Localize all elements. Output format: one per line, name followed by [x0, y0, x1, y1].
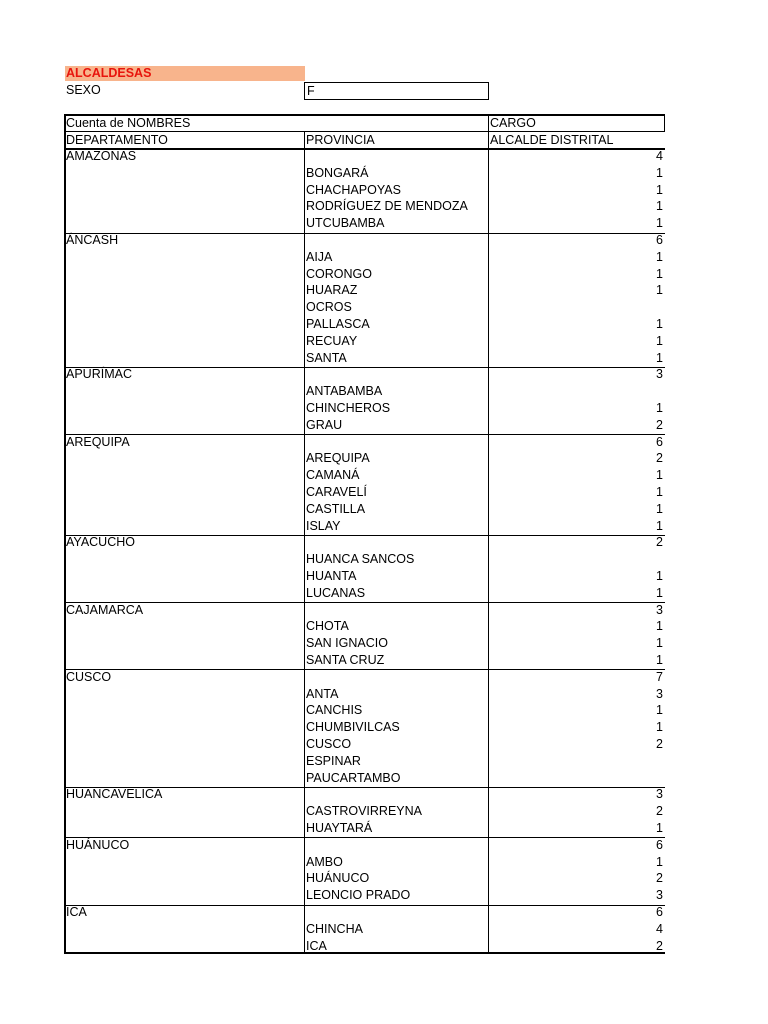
- province-name: CARAVELÍ: [306, 485, 367, 499]
- department-name: ICA: [66, 905, 87, 919]
- department-count: 6: [656, 837, 663, 852]
- province-count: 3: [656, 686, 663, 701]
- province-count: 2: [656, 737, 663, 751]
- province-count: 1: [656, 619, 663, 634]
- province-count: 1: [656, 821, 663, 835]
- province-name: LEONCIO PRADO: [306, 888, 411, 903]
- province-name: CHACHAPOYAS: [306, 182, 401, 197]
- province-count: 1: [656, 182, 663, 197]
- department-name: HUANCAVELICA: [66, 787, 163, 802]
- province-count: 1: [656, 569, 663, 583]
- province-count: 2: [656, 938, 663, 953]
- pivot-row-field-departamento[interactable]: DEPARTAMENTO: [66, 133, 168, 147]
- province-name: AIJA: [306, 249, 333, 264]
- province-count: 1: [656, 401, 663, 415]
- province-name: HUANTA: [306, 569, 357, 583]
- province-name: AREQUIPA: [306, 451, 370, 466]
- province-name: CUSCO: [306, 737, 352, 751]
- pivot-row-field-provincia[interactable]: PROVINCIA: [306, 133, 375, 147]
- department-name: APURÍMAC: [66, 367, 132, 382]
- province-name: ANTABAMBA: [306, 384, 383, 399]
- province-count: 1: [656, 653, 663, 667]
- province-count: 1: [656, 317, 663, 331]
- province-name: RODRÍGUEZ DE MENDOZA: [306, 199, 468, 214]
- province-count: 1: [656, 518, 663, 533]
- province-count: 2: [656, 804, 663, 819]
- provincia-column-divider: [304, 149, 305, 952]
- values-column-divider: [488, 149, 489, 952]
- province-name: HUANCA SANCOS: [306, 552, 415, 567]
- department-count: 3: [656, 602, 663, 617]
- header-divider: [64, 131, 665, 132]
- province-name: CORONGO: [306, 266, 372, 281]
- department-count: 3: [656, 367, 663, 382]
- province-count: 1: [656, 501, 663, 516]
- province-count: 1: [656, 703, 663, 718]
- department-name: ÁNCASH: [66, 233, 119, 247]
- province-count: 1: [656, 636, 663, 651]
- pivot-column-value: ALCALDE DISTRITAL: [490, 133, 614, 147]
- province-name: CHUMBIVILCAS: [306, 720, 400, 735]
- department-name: AREQUIPA: [66, 434, 130, 449]
- filter-value-dropdown[interactable]: F: [304, 82, 489, 100]
- province-count: 1: [656, 468, 663, 483]
- province-name: HUAYTARÁ: [306, 821, 373, 835]
- department-count: 7: [656, 669, 663, 684]
- province-name: ISLAY: [306, 518, 341, 533]
- filter-label: SEXO: [66, 83, 101, 97]
- province-name: CHINCHEROS: [306, 401, 391, 415]
- province-count: 1: [656, 249, 663, 264]
- province-count: 1: [656, 350, 663, 365]
- province-name: UTCUBAMBA: [306, 216, 385, 231]
- province-name: HUÁNUCO: [306, 871, 370, 886]
- province-name: RECUAY: [306, 333, 358, 348]
- province-count: 1: [656, 333, 663, 348]
- province-name: SAN IGNACIO: [306, 636, 388, 651]
- department-count: 2: [656, 535, 663, 550]
- province-name: CANCHIS: [306, 703, 363, 718]
- department-name: HUÁNUCO: [66, 837, 130, 852]
- province-name: CAMANÁ: [306, 468, 360, 483]
- province-name: PALLASCA: [306, 317, 370, 331]
- department-name: CUSCO: [66, 669, 112, 684]
- department-count: 6: [656, 233, 663, 247]
- province-name: GRAU: [306, 417, 343, 432]
- province-count: 1: [656, 266, 663, 281]
- province-count: 3: [656, 888, 663, 903]
- province-count: 2: [656, 417, 663, 432]
- department-name: AMAZONAS: [66, 149, 137, 163]
- department-name: AYACUCHO: [66, 535, 135, 550]
- province-name: CHOTA: [306, 619, 349, 634]
- province-count: 1: [656, 165, 663, 180]
- province-name: BONGARÁ: [306, 165, 369, 180]
- province-count: 2: [656, 871, 663, 886]
- province-name: CHINCHA: [306, 921, 363, 936]
- header-col-divider: [488, 114, 489, 150]
- province-count: 1: [656, 485, 663, 499]
- header-right-border: [664, 114, 665, 132]
- province-count: 1: [656, 720, 663, 735]
- department-count: 6: [656, 434, 663, 449]
- header-prov-divider: [304, 131, 305, 149]
- province-name: SANTA: [306, 350, 347, 365]
- province-name: SANTA CRUZ: [306, 653, 385, 667]
- province-count: 2: [656, 451, 663, 466]
- province-count: 4: [656, 921, 663, 936]
- province-count: 1: [656, 854, 663, 869]
- pivot-column-field[interactable]: CARGO: [490, 116, 536, 130]
- department-count: 6: [656, 905, 663, 919]
- province-name: OCROS: [306, 300, 352, 315]
- report-title: ALCALDESAS: [65, 66, 305, 81]
- department-count: 3: [656, 787, 663, 802]
- province-count: 1: [656, 199, 663, 214]
- province-name: CASTILLA: [306, 501, 366, 516]
- province-count: 1: [656, 216, 663, 231]
- province-name: PAUCARTAMBO: [306, 770, 401, 785]
- province-name: LUCANAS: [306, 585, 366, 600]
- province-name: HUARAZ: [306, 283, 358, 298]
- province-name: ICA: [306, 938, 327, 953]
- pivot-measure-label: Cuenta de NOMBRES: [66, 116, 191, 130]
- province-count: 1: [656, 283, 663, 298]
- province-name: AMBO: [306, 854, 343, 869]
- department-name: CAJAMARCA: [66, 602, 144, 617]
- province-name: ESPINAR: [306, 753, 361, 768]
- province-count: 1: [656, 585, 663, 600]
- province-name: CASTROVIRREYNA: [306, 804, 422, 819]
- department-count: 4: [656, 149, 663, 163]
- province-name: ANTA: [306, 686, 339, 701]
